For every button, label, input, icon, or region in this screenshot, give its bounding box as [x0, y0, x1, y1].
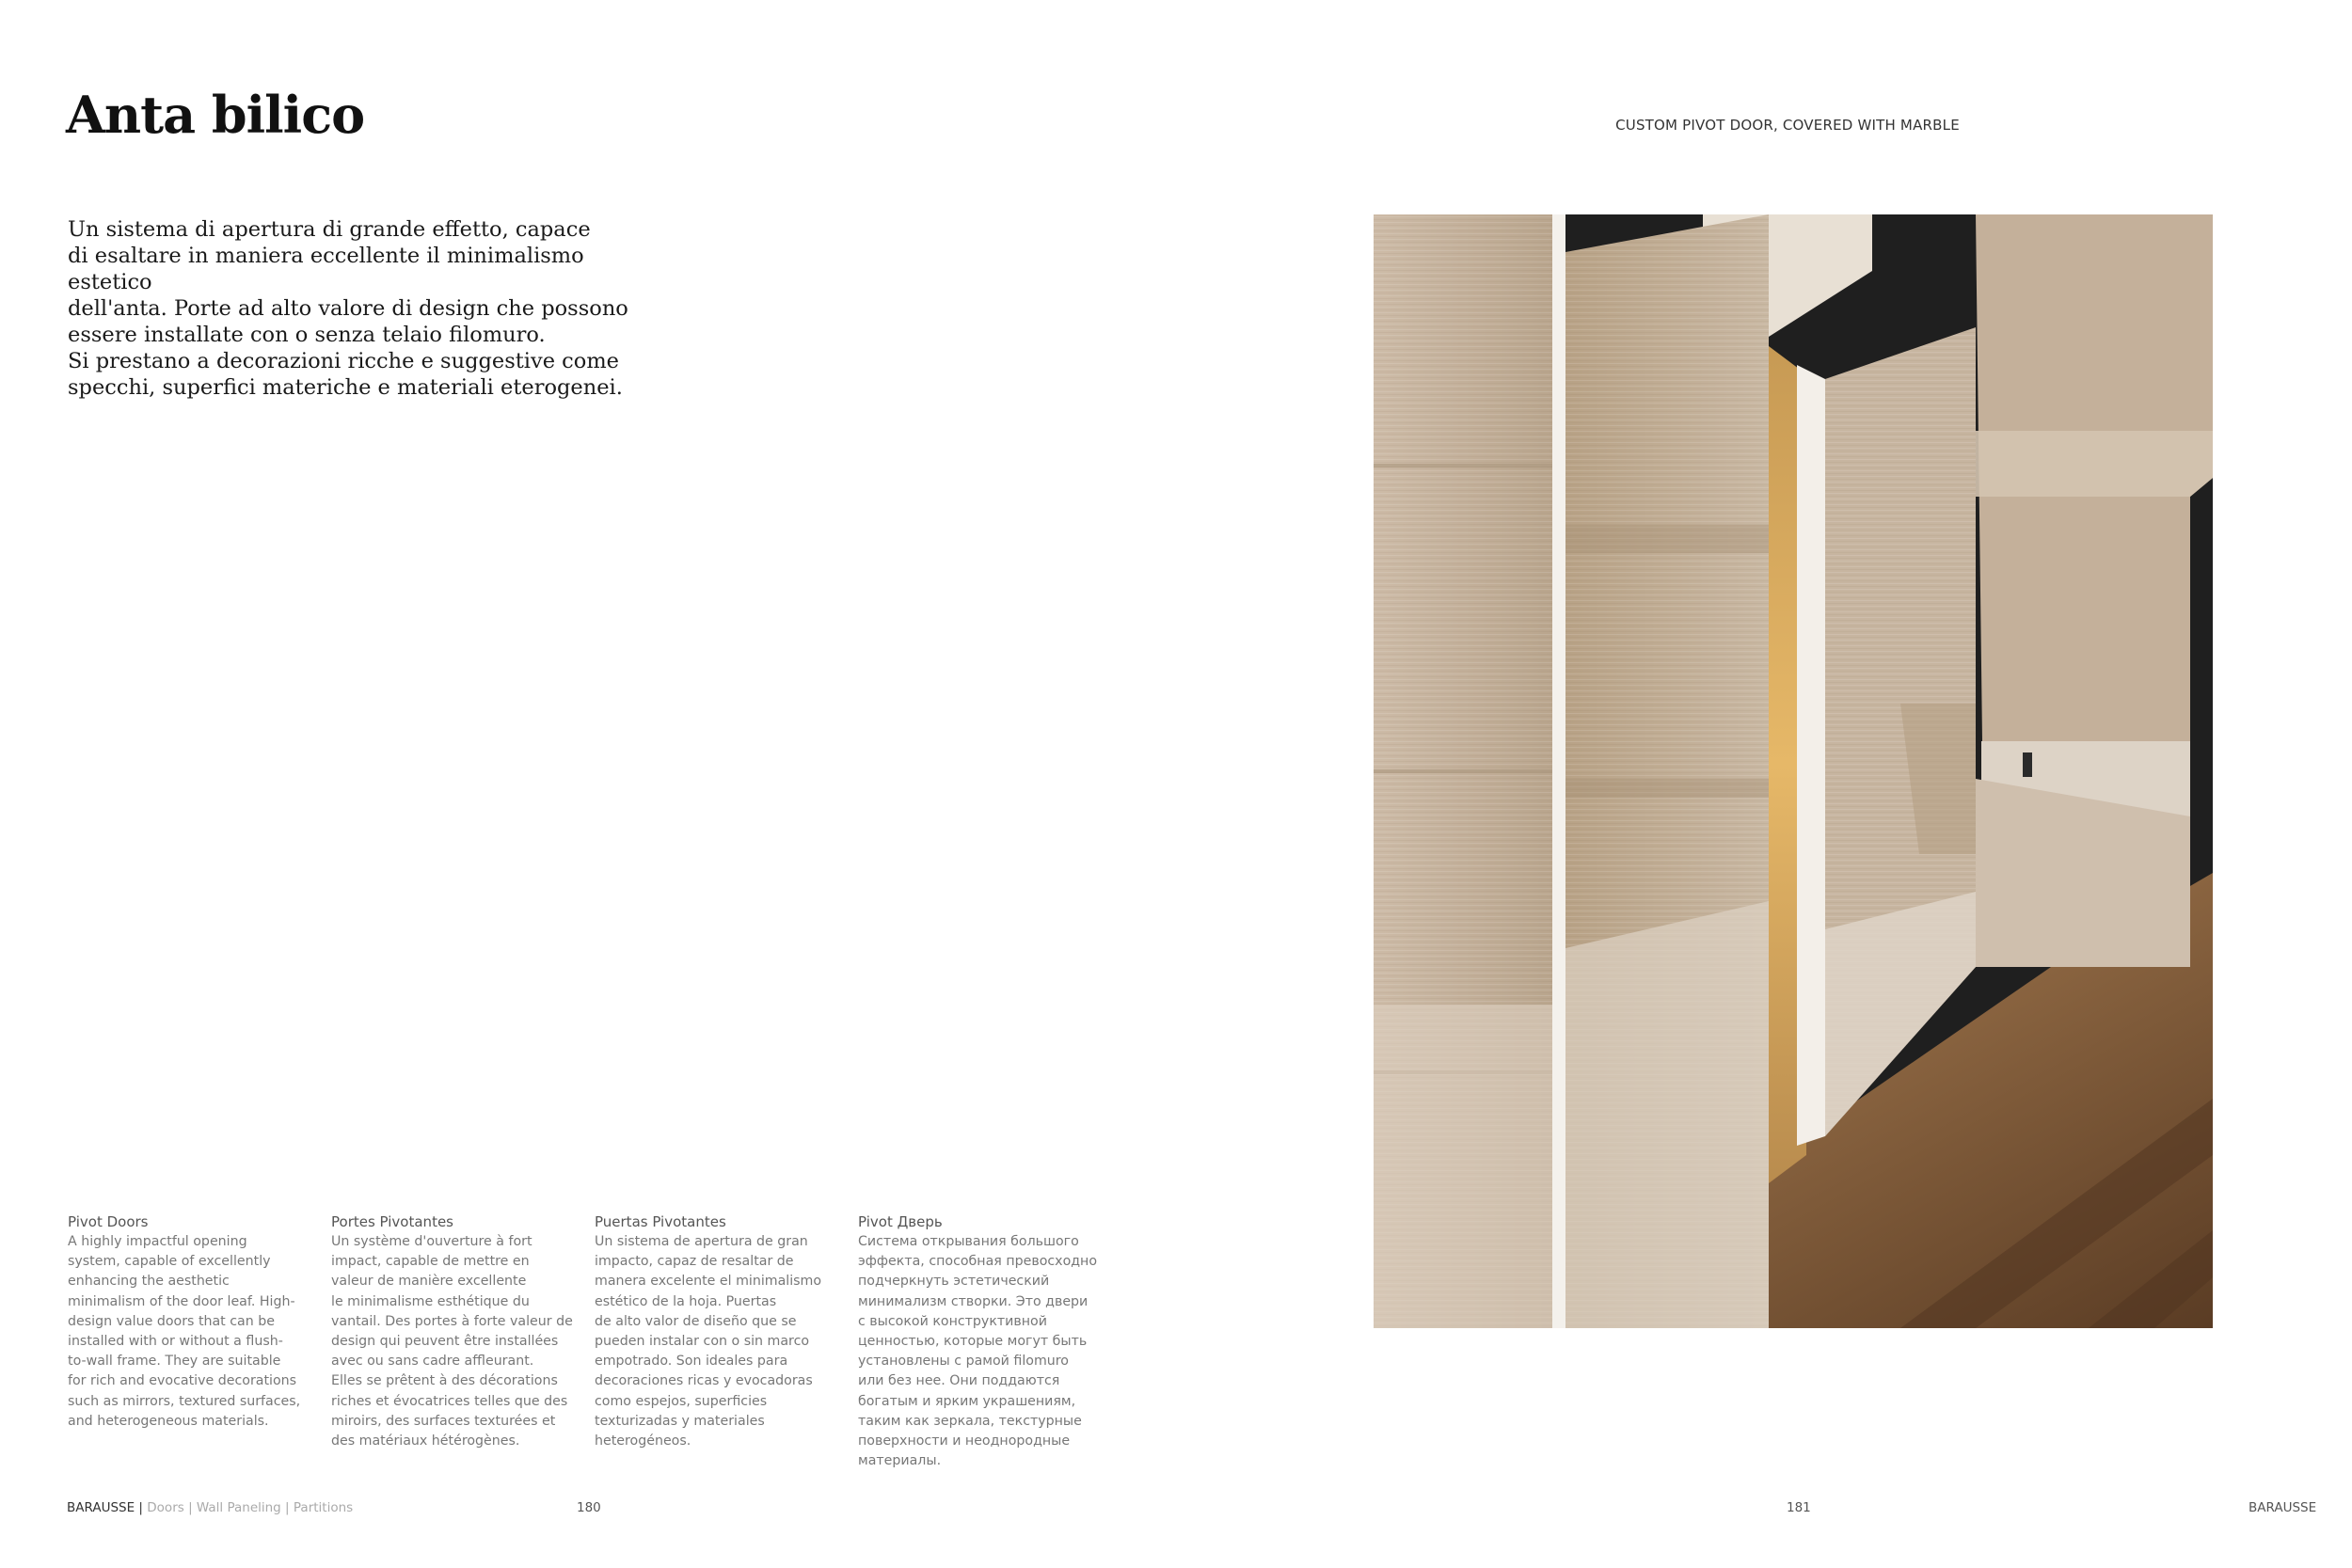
- pivot-door-photo: [1374, 214, 2213, 1328]
- column-spanish: [595, 1212, 849, 1451]
- column-line: A highly impactful opening: [68, 1234, 247, 1249]
- column-line: ценностью, которые могут быть: [858, 1334, 1088, 1350]
- intro-line: dell'anta. Porte ad alto valore di design che possono: [68, 296, 628, 321]
- intro-line: Un sistema di apertura di grande effetto, capace: [68, 217, 591, 242]
- column-line: estético de la hoja. Puertas: [595, 1293, 777, 1309]
- column-line: Elles se prêtent à des décorations: [331, 1373, 558, 1389]
- intro-paragraph: [68, 216, 670, 401]
- column-line: for rich and evocative decorations: [68, 1373, 297, 1389]
- photo-caption: CUSTOM PIVOT DOOR, COVERED WITH MARBLE: [1615, 117, 1960, 134]
- column-line: minimalism of the door leaf. High-: [68, 1293, 295, 1309]
- column-line: богатым и ярким украшениям,: [858, 1393, 1076, 1409]
- column-line: pueden instalar con o sin marco: [595, 1334, 810, 1350]
- column-english: [68, 1212, 322, 1432]
- column-line: установлены с рамой filomuro: [858, 1354, 1069, 1370]
- column-text: [595, 1232, 849, 1451]
- column-line: riches et évocatrices telles que des: [331, 1393, 568, 1409]
- column-line: valeur de manière excellente: [331, 1274, 527, 1290]
- column-line: des matériaux hétérogènes.: [331, 1433, 520, 1449]
- column-line: decoraciones ricas y evocadoras: [595, 1373, 813, 1389]
- column-heading: Pivot Дверь: [858, 1213, 943, 1230]
- column-line: Un système d'ouverture à fort: [331, 1234, 532, 1249]
- intro-line: Si prestano a decorazioni ricche e suggestive come: [68, 349, 619, 373]
- column-line: le minimalisme esthétique du: [331, 1293, 530, 1309]
- column-line: vantail. Des portes à forte valeur de: [331, 1313, 573, 1329]
- column-line: эффекта, способная превосходно: [858, 1254, 1098, 1270]
- intro-line: essere installate con o senza telaio filomuro.: [68, 323, 546, 347]
- column-line: empotrado. Son ideales para: [595, 1354, 788, 1370]
- column-line: минимализм створки. Это двери: [858, 1293, 1089, 1309]
- column-line: such as mirrors, textured surfaces,: [68, 1393, 301, 1409]
- column-russian: [858, 1212, 1112, 1471]
- column-line: installed with or without a flush-: [68, 1334, 283, 1350]
- column-line: enhancing the aesthetic: [68, 1274, 230, 1290]
- column-line: Un sistema de apertura de gran: [595, 1234, 808, 1249]
- light-switch: [2023, 752, 2032, 777]
- intro-line: specchi, superfici materiche e materiali eterogenei.: [68, 375, 623, 400]
- column-line: avec ou sans cadre affleurant.: [331, 1354, 534, 1370]
- column-line: поверхности и неоднородные: [858, 1433, 1071, 1449]
- footer-separator: |: [138, 1500, 143, 1515]
- column-line: de alto valor de diseño que se: [595, 1313, 797, 1329]
- column-line: heterogéneos.: [595, 1433, 691, 1449]
- column-line: miroirs, des surfaces texturées et: [331, 1413, 556, 1429]
- page-title: Anta bilico: [66, 85, 365, 145]
- door-edge: [1797, 365, 1825, 1146]
- footer-left: [67, 1500, 353, 1515]
- footer-subtitle: Doors | Wall Paneling | Partitions: [147, 1500, 354, 1515]
- column-line: материалы.: [858, 1453, 942, 1469]
- column-line: design qui peuvent être installées: [331, 1334, 559, 1350]
- column-text: [858, 1232, 1112, 1471]
- footer-brand-right: BARAUSSE: [2249, 1500, 2317, 1515]
- column-line: system, capable of excellently: [68, 1254, 271, 1270]
- column-line: como espejos, superficies: [595, 1393, 768, 1409]
- marble-panel: [1976, 431, 2213, 497]
- column-text: [68, 1232, 322, 1432]
- column-line: или без нее. Они поддаются: [858, 1373, 1060, 1389]
- column-line: and heterogeneous materials.: [68, 1413, 269, 1429]
- column-heading: Pivot Doors: [68, 1213, 149, 1230]
- page-number-right: 181: [1787, 1500, 1811, 1515]
- column-french: [331, 1212, 585, 1451]
- column-line: design value doors that can be: [68, 1313, 275, 1329]
- column-line: impacto, capaz de resaltar de: [595, 1254, 794, 1270]
- column-heading: Portes Pivotantes: [331, 1213, 453, 1230]
- column-line: подчеркнуть эстетический: [858, 1274, 1050, 1290]
- page-number-left: 180: [577, 1500, 601, 1515]
- column-heading: Puertas Pivotantes: [595, 1213, 726, 1230]
- footer-brand: BARAUSSE: [67, 1500, 135, 1515]
- column-line: таким как зеркала, текстурные: [858, 1413, 1082, 1429]
- column-line: texturizadas y materiales: [595, 1413, 765, 1429]
- column-line: Система открывания большого: [858, 1234, 1079, 1249]
- intro-line: di esaltare in maniera eccellente il minimalismo estetico: [68, 244, 584, 294]
- column-line: to-wall frame. They are suitable: [68, 1354, 281, 1370]
- door-frame: [1552, 214, 1565, 1328]
- column-line: manera excelente el minimalismo: [595, 1274, 822, 1290]
- column-line: impact, capable de mettre en: [331, 1254, 530, 1270]
- column-text: [331, 1232, 585, 1451]
- column-line: с высокой конструктивной: [858, 1313, 1047, 1329]
